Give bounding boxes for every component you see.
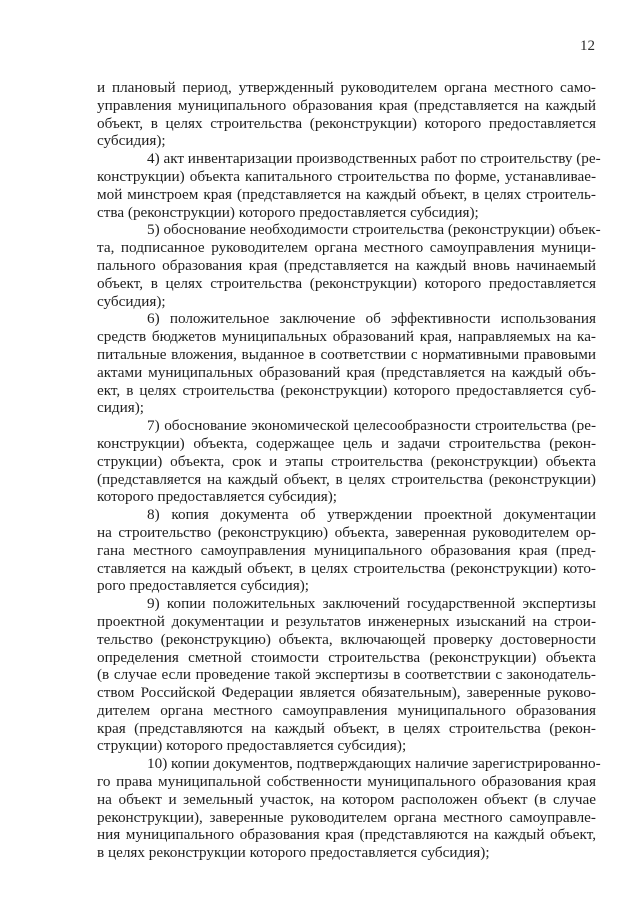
text-line: 5) обоснование необходимости строительства (реконструкции) объек- xyxy=(147,221,601,239)
text-line: определения сметной стоимости строительства (реконструкции) объекта xyxy=(97,648,596,666)
text-line: та, подписанное руководителем органа местного самоуправления муници- xyxy=(97,239,596,257)
text-line: конструкции) объекта капитального строительства по форме, устанавливае- xyxy=(97,167,596,185)
page-number: 12 xyxy=(580,38,595,54)
paragraph xyxy=(97,417,596,506)
text-line: струкции) которого предоставляется субсидия); xyxy=(97,737,407,755)
text-line: управления муниципального образования края (представляется на каждый xyxy=(97,96,596,114)
text-line: и плановый период, утвержденный руководителем органа местного само- xyxy=(97,79,596,96)
text-line: средств бюджетов муниципальных образований края, направляемых на ка- xyxy=(97,328,596,346)
text-line: объект, в целях строительства (реконструкции) которого предоставляется xyxy=(97,114,596,132)
text-line: которого предоставляется субсидия); xyxy=(97,488,337,506)
text-line: 8) копия документа об утверждении проектной документации xyxy=(147,506,596,524)
text-line: объект, в целях строительства (реконструкции) которого предоставляется xyxy=(97,274,596,292)
text-line: актами муниципальных образований края (представляется на каждый объ- xyxy=(97,363,596,381)
paragraph xyxy=(97,79,596,150)
text-line: конструкции) объекта, содержащее цель и задачи строительства (рекон- xyxy=(97,434,596,452)
text-line: струкции) объекта, срок и этапы строительства (реконструкции) объекта xyxy=(97,452,596,470)
text-line: ния муниципального образования края (представляются на каждый объект, xyxy=(97,826,596,844)
text-line: на строительство (реконструкцию) объекта, заверенная руководителем ор- xyxy=(97,523,596,541)
text-line: ством Российской Федерации является обязательным), заверенные руково- xyxy=(97,684,596,702)
text-line: мой минстроем края (представляется на каждый объект, в целях строитель- xyxy=(97,185,596,203)
paragraph xyxy=(97,310,596,417)
text-line: 10) копии документов, подтверждающих наличие зарегистрированно- xyxy=(147,755,601,773)
text-line: питальные вложения, выданное в соответствии с нормативными правовыми xyxy=(97,345,596,363)
document-body xyxy=(97,79,601,862)
text-line: проектной документации и результатов инженерных изысканий на строи- xyxy=(97,612,596,630)
text-line: 4) акт инвентаризации производственных работ по строительству (ре- xyxy=(147,150,601,168)
text-line: субсидия); xyxy=(97,132,166,150)
text-line: (в случае если проведение такой экспертизы в соответствии с законодатель- xyxy=(97,666,596,684)
paragraph xyxy=(97,150,601,221)
text-line: (представляется на каждый объект, в целях строительства (реконструкции) xyxy=(97,470,596,488)
text-line: тельство (реконструкцию) объекта, включающей проверку достоверности xyxy=(97,630,596,648)
text-line: 9) копии положительных заключений государственной экспертизы xyxy=(147,595,596,613)
text-line: в целях реконструкции которого предоставляется субсидия); xyxy=(97,844,490,862)
text-line: на объект и земельный участок, на котором расположен объект (в случае xyxy=(97,790,596,808)
text-line: сидия); xyxy=(97,399,144,417)
text-line: дителем органа местного самоуправления муниципального образования xyxy=(97,701,596,719)
text-line: 7) обоснование экономической целесообразности строительства (ре- xyxy=(147,417,596,435)
text-line: гана местного самоуправления муниципального образования края (пред- xyxy=(97,541,596,559)
text-line: ства (реконструкции) которого предоставляется субсидия); xyxy=(97,203,479,221)
text-line: ставляется на каждый объект, в целях строительства (реконструкции) кото- xyxy=(97,559,596,577)
paragraph xyxy=(97,221,601,310)
text-line: ект, в целях строительства (реконструкции) которого предоставляется суб- xyxy=(97,381,596,399)
text-line: субсидия); xyxy=(97,292,166,310)
text-line: реконструкции), заверенные руководителем органа местного самоуправле- xyxy=(97,808,596,826)
paragraph xyxy=(97,755,601,862)
text-line: 6) положительное заключение об эффективности использования xyxy=(147,310,596,328)
text-line: пального образования края (представляется на каждый вновь начинаемый xyxy=(97,256,596,274)
text-line: края (представляются на каждый объект, в целях строительства (рекон- xyxy=(97,719,596,737)
paragraph xyxy=(97,506,596,595)
text-line: го права муниципальной собственности муниципального образования края xyxy=(97,773,596,791)
paragraph xyxy=(97,595,596,755)
text-line: рого предоставляется субсидия); xyxy=(97,577,309,595)
